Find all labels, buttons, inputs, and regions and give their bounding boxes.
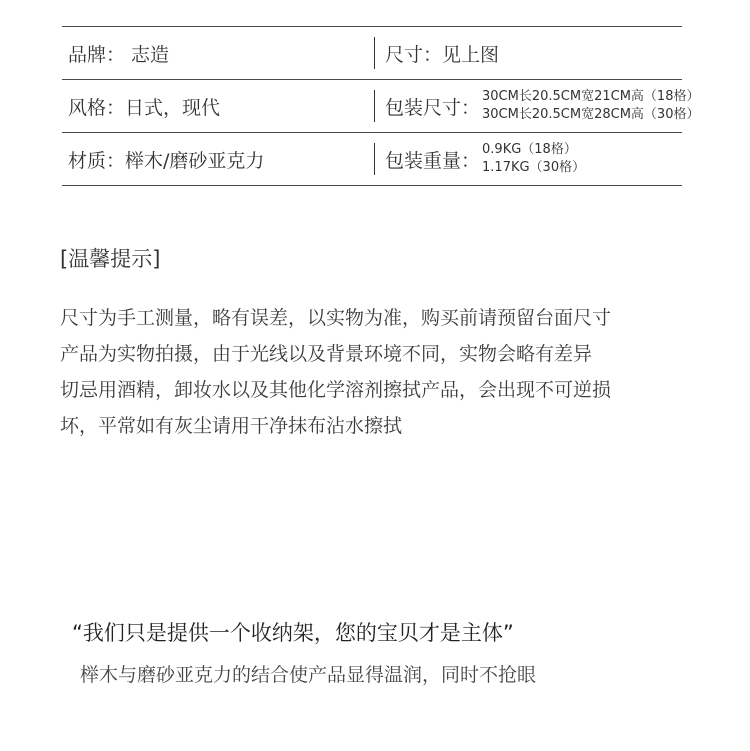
spec-row-brand (62, 27, 682, 80)
spec-package-weight-18: 0.9KG（18格） (482, 142, 577, 157)
spec-package-size-cell (385, 80, 699, 132)
spec-package-size-18: 30CM长20.5CM宽21CM高（18格） (482, 89, 700, 104)
spec-package-weight-label: 包装重量： (385, 149, 481, 172)
tips-title: [温馨提示] (60, 247, 161, 271)
spec-row-style (62, 80, 700, 133)
spec-brand: 品牌： 志造 (68, 43, 170, 66)
spec-package-size-values (482, 88, 699, 124)
tips-line: 产品为实物拍摄，由于光线以及背景环境不同，实物会略有差异 (60, 343, 593, 365)
tips-line: 切忌用酒精，卸妆水以及其他化学溶剂擦拭产品，会出现不可逆损 (60, 379, 612, 401)
spec-divider (374, 143, 375, 175)
spec-row-material (62, 133, 682, 186)
quote-main: “我们只是提供一个收纳架，您的宝贝才是主体” (72, 621, 514, 645)
spec-divider (374, 37, 375, 69)
spec-package-size-label: 包装尺寸： (385, 96, 481, 119)
spec-size: 尺寸：见上图 (385, 43, 500, 66)
tips-line: 坏，平常如有灰尘请用干净抹布沾水擦拭 (60, 415, 403, 437)
quote-sub: 榉木与磨砂亚克力的结合使产品显得温润，同时不抢眼 (80, 664, 537, 686)
spec-table (62, 26, 700, 186)
spec-size-cell (385, 27, 499, 79)
spec-style: 风格：日式，现代 (68, 96, 221, 119)
spec-package-size-30: 30CM长20.5CM宽28CM高（30格） (482, 107, 700, 122)
spec-package-weight-values (482, 141, 585, 177)
tips-text (60, 300, 740, 444)
spec-package-weight-30: 1.17KG（30格） (482, 160, 586, 175)
spec-divider (374, 90, 375, 122)
tips-line: 尺寸为手工测量，略有误差，以实物为准，购买前请预留台面尺寸 (60, 307, 612, 329)
spec-package-weight-cell (385, 133, 585, 185)
spec-material: 材质：榉木/磨砂亚克力 (68, 149, 265, 172)
